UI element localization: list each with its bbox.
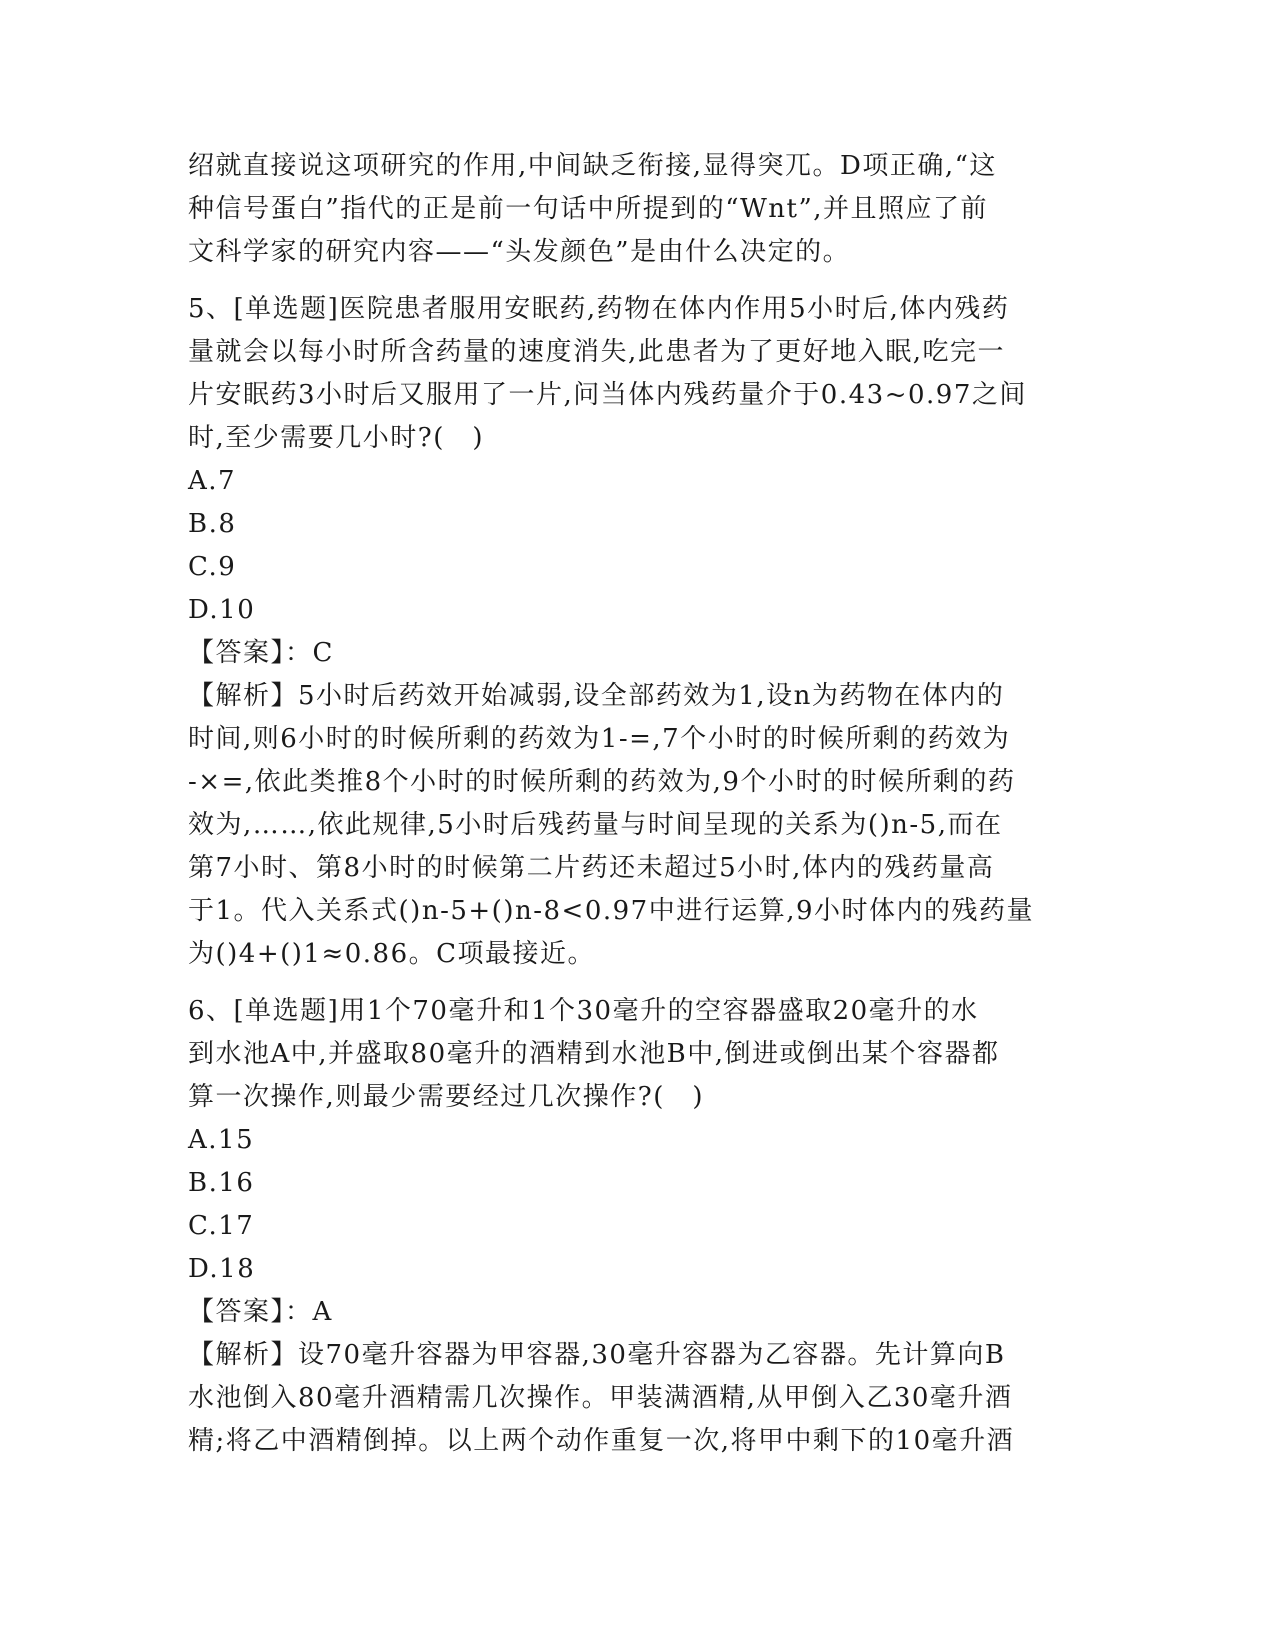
text-line: 【解析】5小时后药效开始减弱,设全部药效为1,设n为药物在体内的 xyxy=(188,681,1005,711)
option-d: D.10 xyxy=(188,595,256,625)
text-line: 时,至少需要几小时?( ) xyxy=(188,423,484,453)
intro-paragraph xyxy=(188,145,1088,274)
text-line: 第7小时、第8小时的时候第二片药还未超过5小时,体内的残药量高 xyxy=(188,853,995,883)
option-b: B.16 xyxy=(188,1168,255,1198)
text-line: 5、[单选题]医院患者服用安眠药,药物在体内作用5小时后,体内残药 xyxy=(188,294,1010,324)
text-line: 种信号蛋白”指代的正是前一句话中所提到的“Wnt”,并且照应了前 xyxy=(188,194,989,224)
question-6 xyxy=(188,990,1088,1463)
question-5 xyxy=(188,288,1088,976)
option-b: B.8 xyxy=(188,509,237,539)
text-line: 文科学家的研究内容——“头发颜色”是由什么决定的。 xyxy=(188,237,851,267)
question-stem xyxy=(188,990,1088,1119)
text-line: 于1。代入关系式()n-5+()n-8<0.97中进行运算,9小时体内的残药量 xyxy=(188,896,1035,926)
option-a: A.15 xyxy=(188,1125,255,1155)
text-line: 算一次操作,则最少需要经过几次操作?( ) xyxy=(188,1082,704,1112)
option-a: A.7 xyxy=(188,466,237,496)
text-line: 为()4+()1≈0.86。C项最接近。 xyxy=(188,939,596,969)
text-line: 量就会以每小时所含药量的速度消失,此患者为了更好地入眠,吃完一 xyxy=(188,337,1006,367)
text-line: 时间,则6小时的时候所剩的药效为1-=,7个小时的时候所剩的药效为 xyxy=(188,724,1011,754)
option-c: C.9 xyxy=(188,552,237,582)
text-line: 绍就直接说这项研究的作用,中间缺乏衔接,显得突兀。D项正确,“这 xyxy=(188,151,997,181)
text-line: 水池倒入80毫升酒精需几次操作。甲装满酒精,从甲倒入乙30毫升酒 xyxy=(188,1383,1013,1413)
text-line: 到水池A中,并盛取80毫升的酒精到水池B中,倒进或倒出某个容器都 xyxy=(188,1039,1000,1069)
answer-line: 【答案】：C xyxy=(188,638,334,668)
option-c: C.17 xyxy=(188,1211,255,1241)
text-line: -×=,依此类推8个小时的时候所剩的药效为,9个小时的时候所剩的药 xyxy=(188,767,1016,797)
text-line: 精;将乙中酒精倒掉。以上两个动作重复一次,将甲中剩下的10毫升酒 xyxy=(188,1426,1015,1456)
question-stem xyxy=(188,288,1088,460)
text-line: 【解析】设70毫升容器为甲容器,30毫升容器为乙容器。先计算向B xyxy=(188,1340,1006,1370)
text-line: 片安眠药3小时后又服用了一片,问当体内残药量介于0.43~0.97之间 xyxy=(188,380,1027,410)
document-page xyxy=(188,145,1088,1463)
text-line: 效为,……,依此规律,5小时后残药量与时间呈现的关系为()n-5,而在 xyxy=(188,810,1003,840)
text-line: 6、[单选题]用1个70毫升和1个30毫升的空容器盛取20毫升的水 xyxy=(188,996,979,1026)
answer-line: 【答案】：A xyxy=(188,1297,333,1327)
analysis xyxy=(188,675,1088,976)
analysis xyxy=(188,1334,1088,1463)
option-d: D.18 xyxy=(188,1254,256,1284)
